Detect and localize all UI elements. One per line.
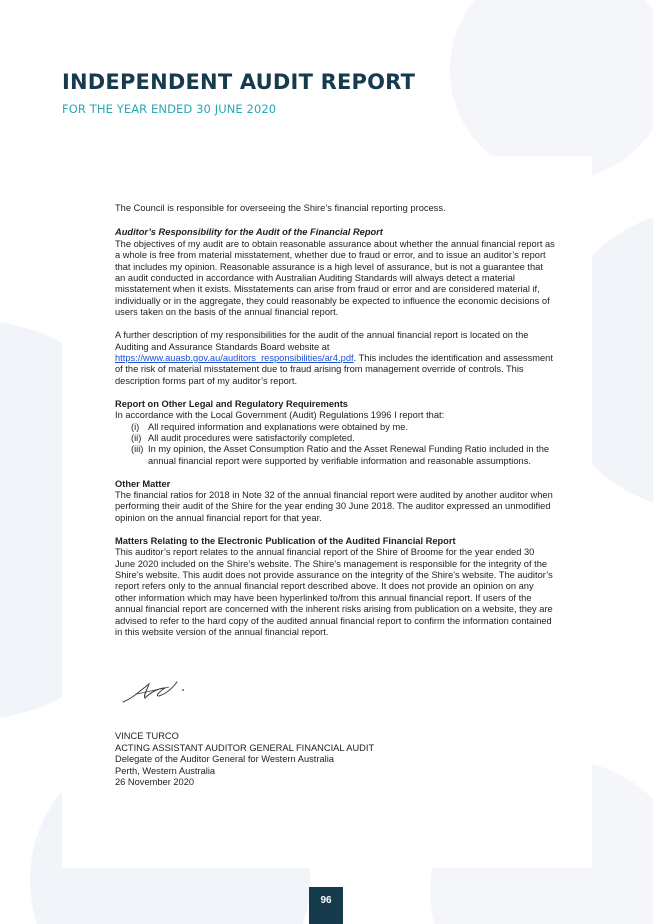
electronic-publication-text: This auditor’s report relates to the annual financial report of the Shire of Broome for the year ended 30 June 2020 included on the Shire’s website. The Shire’s management is responsible for the integrity of the Shire’s website. This audit does not provide assurance on the integrity of the Shire’s website. The auditor’s report refers only to the annual financial report described above. It does not provide an opinion on any other information which may have been hyperlinked to/from this annual financial report. If users of the annual financial report are concerned with the inherent risks arising from publication on a website, they are advised to refer to the hard copy of the audited annual financial report to confirm the information contained in this website version of the annual financial report. <box>115 547 553 637</box>
list-item-text: In my opinion, the Asset Consumption Ratio and the Asset Renewal Funding Ratio included in the annual financial report were supported by verifiable information and reasonable assumptions. <box>148 444 550 466</box>
list-item-number: (i) <box>131 421 140 432</box>
legal-requirements-heading: Report on Other Legal and Regulatory Requirements <box>115 398 348 409</box>
electronic-publication-section <box>115 536 555 639</box>
signature <box>119 676 189 706</box>
intro-paragraph: The Council is responsible for overseeing the Shire’s financial reporting process. <box>115 203 446 213</box>
signatory-location: Perth, Western Australia <box>115 765 216 776</box>
further-description-text-cont: . This includes the identification and assessment of the risk of material misstatement due to fraud arising from management override of controls. This description forms part of my auditor’s report. <box>115 352 553 386</box>
signatory-name: VINCE TURCO <box>115 731 179 742</box>
list-item <box>115 433 555 444</box>
signatory-title: ACTING ASSISTANT AUDITOR GENERAL FINANCIAL AUDIT <box>115 742 375 753</box>
legal-requirements-intro: In accordance with the Local Government (Audit) Regulations 1996 I report that: <box>115 410 445 421</box>
signatory-date: 26 November 2020 <box>115 776 195 787</box>
list-item <box>115 444 555 467</box>
page-title: INDEPENDENT AUDIT REPORT <box>62 70 416 94</box>
further-description-paragraph <box>115 330 555 387</box>
auditor-responsibility-section <box>115 227 555 318</box>
auasb-link[interactable]: https://www.auasb.gov.au/auditors_responsibilities/ar4.pdf <box>115 352 354 363</box>
electronic-publication-heading: Matters Relating to the Electronic Publication of the Audited Financial Report <box>115 535 456 546</box>
legal-requirements-section <box>115 399 555 467</box>
auditor-responsibility-text: The objectives of my audit are to obtain reasonable assurance about whether the annual financial report as a whole is free from material misstatement, whether due to fraud or error, and to issue an auditor’s report that includes my opinion. Reasonable assurance is a high level of assurance, but is not a guarantee that an audit conducted in accordance with Australian Auditing Standards will always detect a material misstatement when it exists. Misstatements can arise from fraud or error and are considered material if, individually or in the aggregate, they could reasonably be expected to influence the economic decisions of users taken on the basis of the annual financial report. <box>115 238 555 318</box>
list-item-text: All audit procedures were satisfactorily completed. <box>148 432 355 443</box>
other-matter-section <box>115 479 555 525</box>
list-item-text: All required information and explanations were obtained by me. <box>148 421 408 432</box>
further-description-text: A further description of my responsibilities for the audit of the annual financial report is located on the Auditing and Assurance Standards Board website at <box>115 330 529 352</box>
signatory-block <box>115 731 555 788</box>
auditor-responsibility-heading: Auditor’s Responsibility for the Audit of the Financial Report <box>115 227 383 238</box>
other-matter-heading: Other Matter <box>115 478 171 489</box>
list-item-number: (ii) <box>131 432 142 443</box>
page-header <box>62 70 415 116</box>
report-body <box>115 203 555 788</box>
page-subtitle: FOR THE YEAR ENDED 30 JUNE 2020 <box>62 102 277 116</box>
other-matter-text: The financial ratios for 2018 in Note 32 of the annual financial report were audited by another auditor when performing their audit of the Shire for the year ending 30 June 2018. The auditor expressed an unmodified opinion on the annual financial report for that year. <box>115 490 553 523</box>
list-item <box>115 422 555 433</box>
list-item-number: (iii) <box>131 444 144 455</box>
signatory-role: Delegate of the Auditor General for Western Australia <box>115 754 334 765</box>
page-number: 96 <box>309 887 343 924</box>
